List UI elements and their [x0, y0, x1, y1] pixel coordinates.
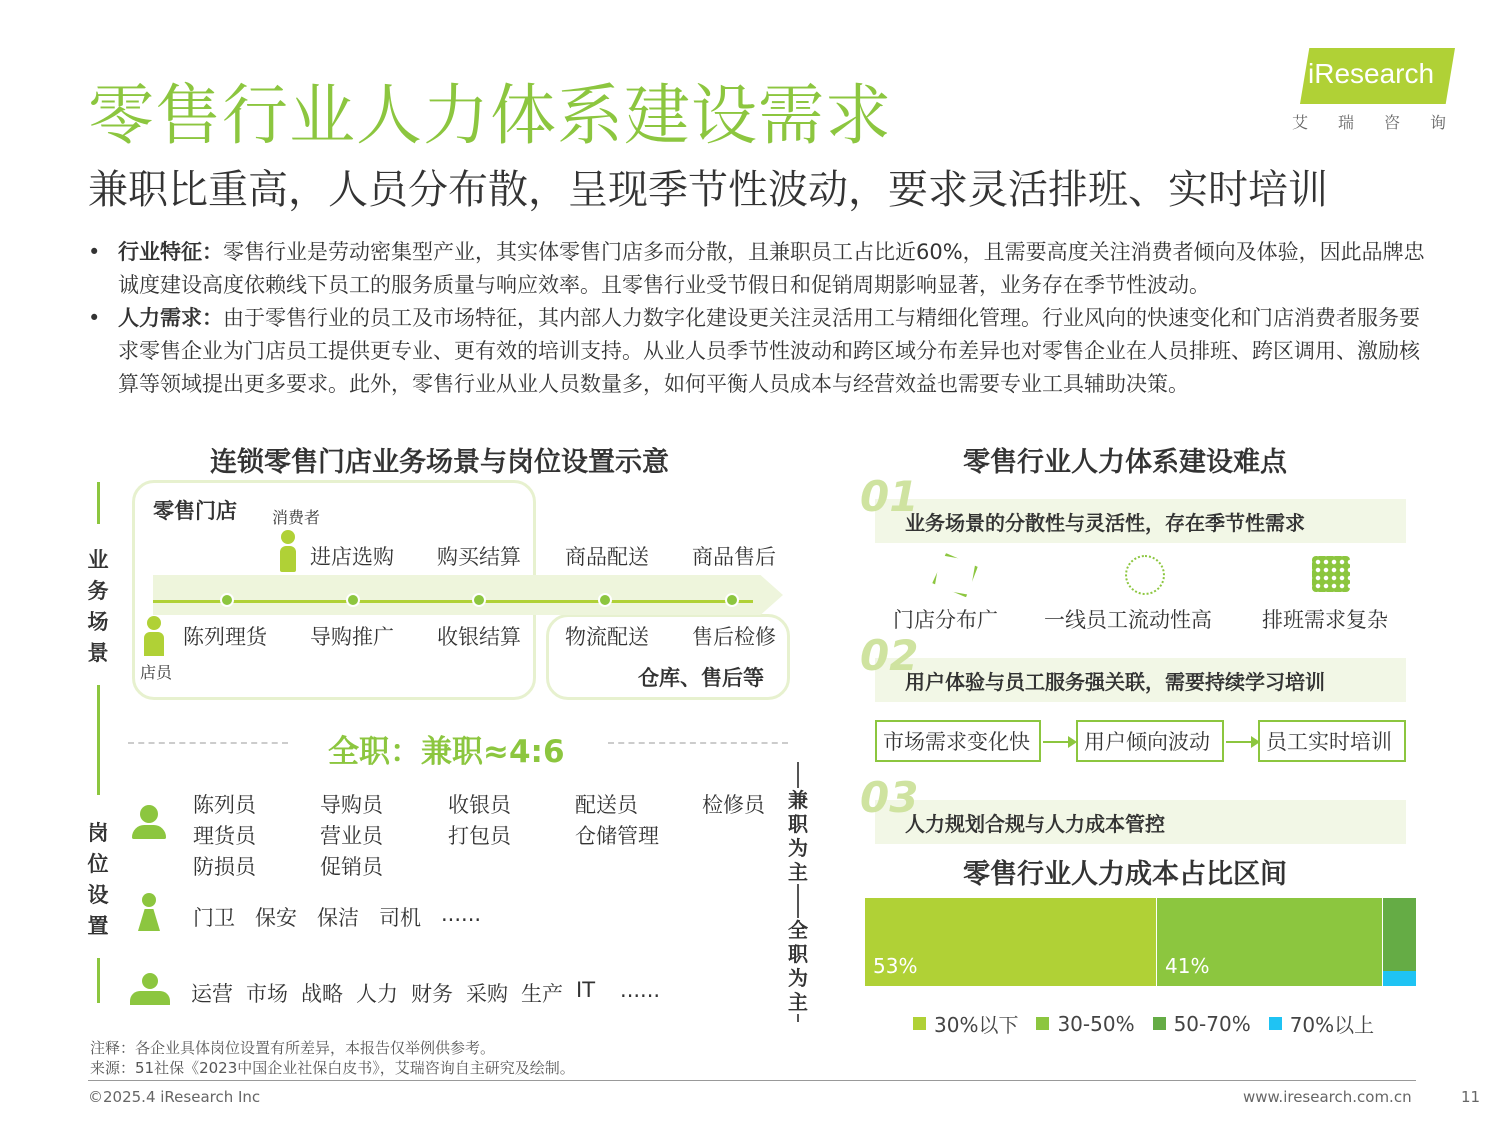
logo-cn: 艾瑞咨询: [1292, 113, 1477, 132]
legend-swatch: [1036, 1017, 1049, 1030]
flow-box: 市场需求变化快: [875, 720, 1041, 762]
right-section-title: 零售行业人力体系建设难点: [963, 447, 1287, 478]
role-col: [320, 790, 383, 883]
office-person-icon: [130, 973, 170, 1007]
bullet-head: 行业特征：: [118, 240, 223, 264]
role: 门卫: [193, 906, 235, 930]
data-label: 53%: [873, 954, 918, 978]
role: 收银员: [448, 793, 511, 817]
role: 防损员: [193, 855, 256, 879]
data-label: 41%: [1165, 954, 1210, 978]
legend-label: 30-50%: [1057, 1011, 1135, 1036]
difficulty-band: 人力规划合规与人力成本管控: [875, 800, 1406, 844]
cleaner-icon: [132, 893, 168, 933]
role-col: [193, 790, 256, 883]
timeline-dot: [472, 593, 486, 607]
legend-item: [1036, 1009, 1134, 1038]
flow-arrow: [153, 575, 783, 615]
role-col: [575, 790, 659, 852]
parttime-label: 兼职为主: [788, 788, 808, 884]
copyright: ©2025.4 iResearch Inc: [88, 1088, 261, 1106]
legend-item: [913, 1009, 1018, 1038]
notes: [90, 1038, 575, 1078]
arrow-icon: [1043, 741, 1075, 743]
bullet-head: 人力需求：: [118, 306, 223, 330]
role: 财务: [411, 982, 453, 1006]
clerk-label: 店员: [140, 663, 173, 682]
role: 营业员: [320, 824, 383, 848]
calendar-icon: [1312, 556, 1350, 592]
store-label: 零售门店: [153, 499, 237, 523]
bar-segment: [1383, 898, 1416, 971]
legend-label: 70%以上: [1289, 1013, 1375, 1037]
icon-label: 门店分布广: [893, 608, 998, 632]
legend-swatch: [913, 1017, 926, 1030]
role: IT: [576, 978, 596, 1002]
legend-swatch: [1269, 1017, 1282, 1030]
timeline-dot: [598, 593, 612, 607]
bullet-hr: [88, 302, 1433, 401]
role: 理货员: [193, 824, 256, 848]
role: 采购: [466, 982, 508, 1006]
role: 保安: [255, 906, 297, 930]
dashed-divider: [608, 742, 788, 744]
page-number: 11: [1461, 1088, 1481, 1106]
step-bottom: 售后检修: [692, 625, 776, 649]
role: 陈列员: [193, 793, 256, 817]
chart-legend: [913, 1009, 1392, 1038]
step-top: 商品售后: [692, 545, 776, 569]
divider: [97, 958, 100, 1003]
role: 人力: [356, 982, 398, 1006]
bar-segment-group: [1383, 898, 1416, 986]
warehouse-label: 仓库、售后等: [638, 666, 764, 690]
role: 配送员: [575, 793, 638, 817]
chart-title: 零售行业人力成本占比区间: [963, 859, 1287, 890]
item-number: 02: [860, 631, 919, 680]
role: ......: [441, 902, 482, 926]
source: 来源：51社保《2023中国企业社保白皮书》，艾瑞咨询自主研究及绘制。: [90, 1059, 575, 1077]
stacked-bar-chart: [865, 898, 1416, 986]
role: 司机: [379, 906, 421, 930]
flow-box: 用户倾向波动: [1076, 720, 1224, 762]
icon-label: 一线员工流动性高: [1044, 608, 1212, 632]
step-top: 进店选购: [310, 545, 394, 569]
arrow-icon: [1226, 741, 1258, 743]
note: 注释：各企业具体岗位设置有所差异，本报告仅举例供参考。: [90, 1039, 496, 1057]
role-col: [448, 790, 511, 852]
flow-box: 员工实时培训: [1258, 720, 1406, 762]
left-section-title: 连锁零售门店业务场景与岗位设置示意: [210, 447, 669, 478]
dashed-divider: [128, 742, 288, 744]
legend-label: 30%以下: [934, 1013, 1019, 1037]
legend-item: [1269, 1009, 1374, 1038]
consumer-label: 消费者: [272, 508, 321, 527]
step-bottom: 物流配送: [565, 625, 649, 649]
iresearch-logo: [1290, 48, 1455, 104]
role: 检修员: [702, 793, 765, 817]
bar-segment: [1157, 898, 1383, 986]
legend-label: 50-70%: [1173, 1011, 1251, 1036]
step-bottom: 导购推广: [310, 625, 394, 649]
consumer-icon: [280, 530, 296, 572]
bullet-list: [88, 236, 1433, 401]
side-label-roles: 岗位设置: [87, 821, 109, 938]
bar-segment: [1383, 971, 1416, 986]
role: 导购员: [320, 793, 383, 817]
role: 生产: [521, 982, 563, 1006]
people-flow-icon: [1125, 555, 1165, 595]
support-roles: [193, 902, 481, 932]
role: 运营: [191, 982, 233, 1006]
bullet-text: 由于零售行业的员工及市场特征，其内部人力数字化建设更关注灵活用工与精细化管理。行业风向的快速变化和门店消费者服务要求零售企业为门店员工提供更专业、更有效的培训支持。从业人员季节性波动和跨区域分布差异也对零售企业在人员排班、跨区调用、激励核算等领域提出更多要求。此外，零售行业从业人员数量多，如何平衡人员成本与经营效益也需要专业工具辅助决策。: [118, 306, 1420, 396]
role: 促销员: [320, 855, 383, 879]
legend-swatch: [1153, 1017, 1166, 1030]
bar-segment: [865, 898, 1157, 986]
role: 市场: [246, 982, 288, 1006]
headset-person-icon: [132, 805, 166, 841]
ratio-label: 全职：兼职≈4:6: [328, 734, 565, 770]
legend-item: [1153, 1009, 1251, 1038]
clerk-icon: [144, 616, 164, 658]
network-icon: [931, 552, 979, 599]
website-link[interactable]: www.iresearch.com.cn: [1243, 1088, 1412, 1106]
timeline: [153, 600, 753, 603]
difficulty-band: 用户体验与员工服务强关联，需要持续学习培训: [875, 658, 1406, 702]
bullet-industry: [88, 236, 1433, 302]
fulltime-label: 全职为主: [788, 918, 808, 1014]
divider: [97, 482, 100, 524]
timeline-dot: [220, 593, 234, 607]
item-number: 03: [860, 773, 919, 822]
page-subtitle: 兼职比重高，人员分布散，呈现季节性波动，要求灵活排班、实时培训: [88, 167, 1328, 213]
role: 战略: [301, 982, 343, 1006]
bullet-text: 零售行业是劳动密集型产业，其实体零售门店多而分散，且兼职员工占比近60%，且需要高度关注消费者倾向及体验，因此品牌忠诚度建设高度依赖线下员工的服务质量与响应效率。且零售行业受节假日和促销周期影响显著，业务存在季节性波动。: [118, 240, 1425, 297]
step-bottom: 陈列理货: [183, 625, 267, 649]
step-bottom: 收银结算: [437, 625, 521, 649]
logo-text: iResearch: [1308, 58, 1435, 89]
footer-divider: [88, 1080, 1416, 1081]
icon-label: 排班需求复杂: [1262, 608, 1388, 632]
role: ......: [620, 978, 661, 1002]
difficulty-band: 业务场景的分散性与灵活性，存在季节性需求: [875, 499, 1406, 543]
step-top: 购买结算: [437, 545, 521, 569]
role: 保洁: [317, 906, 359, 930]
role-col: [702, 790, 765, 821]
role: 仓储管理: [575, 824, 659, 848]
office-roles: [191, 978, 660, 1008]
page-title: 零售行业人力体系建设需求: [88, 77, 892, 154]
role: 打包员: [448, 824, 511, 848]
item-number: 01: [860, 472, 919, 521]
divider: [97, 685, 100, 795]
timeline-dot: [725, 593, 739, 607]
step-top: 商品配送: [565, 545, 649, 569]
timeline-dot: [346, 593, 360, 607]
side-label-scene: 业务场景: [87, 548, 109, 665]
